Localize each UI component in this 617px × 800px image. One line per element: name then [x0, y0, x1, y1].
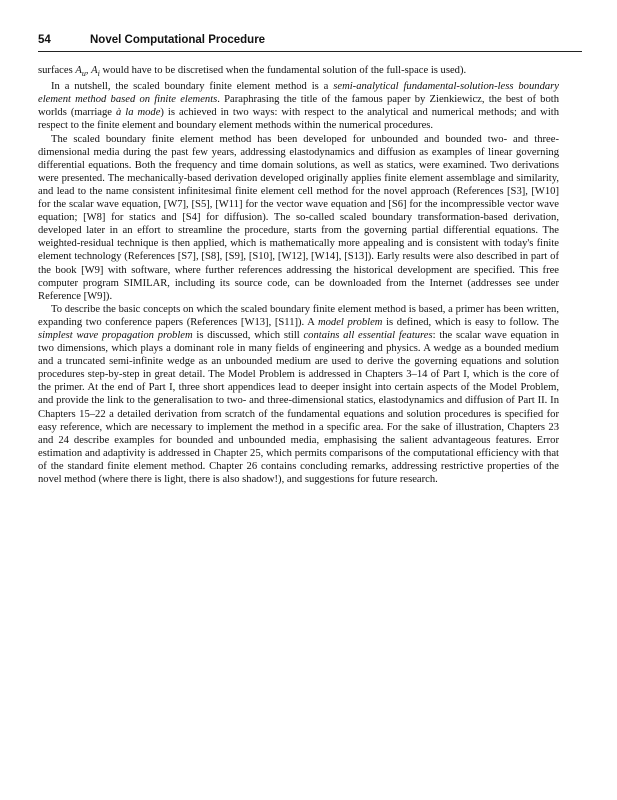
paragraph	[38, 64, 559, 80]
italic-text: simplest wave propagation problem	[38, 329, 193, 341]
text-run: : the scalar wave equation in two dimensions, which plays a dominant role in many fields of engineering and physics. A wedge as a bounded medium and a truncated semi-infinite wedge as an unbounded medium are used to derive the governing equations and solution procedures step-by-step in great detail. The Model Problem is addressed in Chapters 3–14 of Part I, which is the core of the primer. At the end of Part I, three short appendices lead to deeper insight into certain aspects of the Model Problem, and provide the link to the generalisation to two- and three-dimensional statics, elastodynamics and diffusion of Part II. In Chapters 15–22 a detailed derivation from scratch of the fundamental equations and solution procedures is specified for easy reference, which are necessary to implement the method in a specific area. For the sake of illustration, Chapters 23 and 24 describe examples for bounded and unbounded media, emphasising the salient advantageous features. Error estimation and adaptivity is addressed in Chapter 25, which permits comparisons of the computational efficiency with that of the standard finite element method. Chapter 26 contains concluding remarks, addressing restrictive properties of the novel method (where there is light, there is also shadow!), and suggestions for future research.	[38, 329, 560, 486]
page-number: 54	[38, 34, 51, 46]
paragraph	[38, 80, 559, 132]
header-rule	[38, 51, 582, 52]
italic-text: contains all essential features	[303, 329, 433, 341]
body-text	[38, 64, 559, 486]
text-run: . Paraphrasing the title of the famous paper by Zienkiewicz, the best of both worlds (marriage	[38, 94, 560, 119]
italic-text: semi-analytical fundamental-solution-less boundary element method based on finite elements	[38, 81, 559, 106]
text-run: is defined, which is easy to follow. The	[382, 316, 559, 328]
text-run: is discussed, which still	[192, 329, 304, 341]
text-run: ) is achieved in two ways: with respect to the analytical and numerical methods; and with respect to the finite element and boundary element methods within the numerical procedures.	[38, 107, 559, 132]
running-header	[38, 33, 582, 51]
paragraph	[38, 133, 559, 303]
italic-text: A	[91, 65, 98, 76]
paragraph	[38, 303, 559, 486]
italic-text: A	[75, 65, 82, 76]
running-title: Novel Computational Procedure	[90, 34, 266, 46]
text-run: To describe the basic concepts on which the scaled boundary finite element method is based, a primer has been written, expanding two conference papers (References [W13], [S11]). A	[38, 303, 559, 328]
italic-text: model problem	[317, 316, 383, 328]
italic-text: i	[97, 69, 100, 79]
text-run: would have to be discretised when the fundamental solution of the full-space is used).	[99, 65, 467, 76]
text-run: In a nutshell, the scaled boundary finite element method is a	[51, 81, 334, 93]
italic-text: à la mode	[115, 107, 161, 119]
text-run: The scaled boundary finite element method has been developed for unbounded and bounded two- and three-dimensional media during the past few years, addressing elastodynamics and diffusion as examples of linear governing differential equations. Both the frequency and time domain solutions, as well as statics, were examined. Two derivations were presented. The mechanically-based derivation developed originally applies finite element assemblage and similarity, and lead to the name consistent infinitesimal finite element cell method for the novel approach (References [S3], [W10] for the scalar wave equation, [W7], [S5], [W11] for the vector wave equation and [S6] for the incompressible vector wave equation; [W8] for statics and [S4] for diffusion). The so-called scaled boundary transformation-based derivation, developed later in an effort to streamline the procedure, starts from the governing partial differential equations. The weighted-residual technique is then applied, which is mathematically more appealing and is consistent with today's finite element technology (References [S7], [S8], [S9], [S10], [W12], [W14], [S13]). Early results were also described in part of the book [W9] with software, where further references addressing the historical development are specified. This free computer program SIMILAR, including its source code, can be downloaded from the Internet (addresses see under Reference [W9]).	[38, 133, 559, 302]
text-run: surfaces	[38, 65, 76, 76]
text-run: ,	[85, 65, 92, 76]
italic-text: u	[81, 69, 86, 79]
